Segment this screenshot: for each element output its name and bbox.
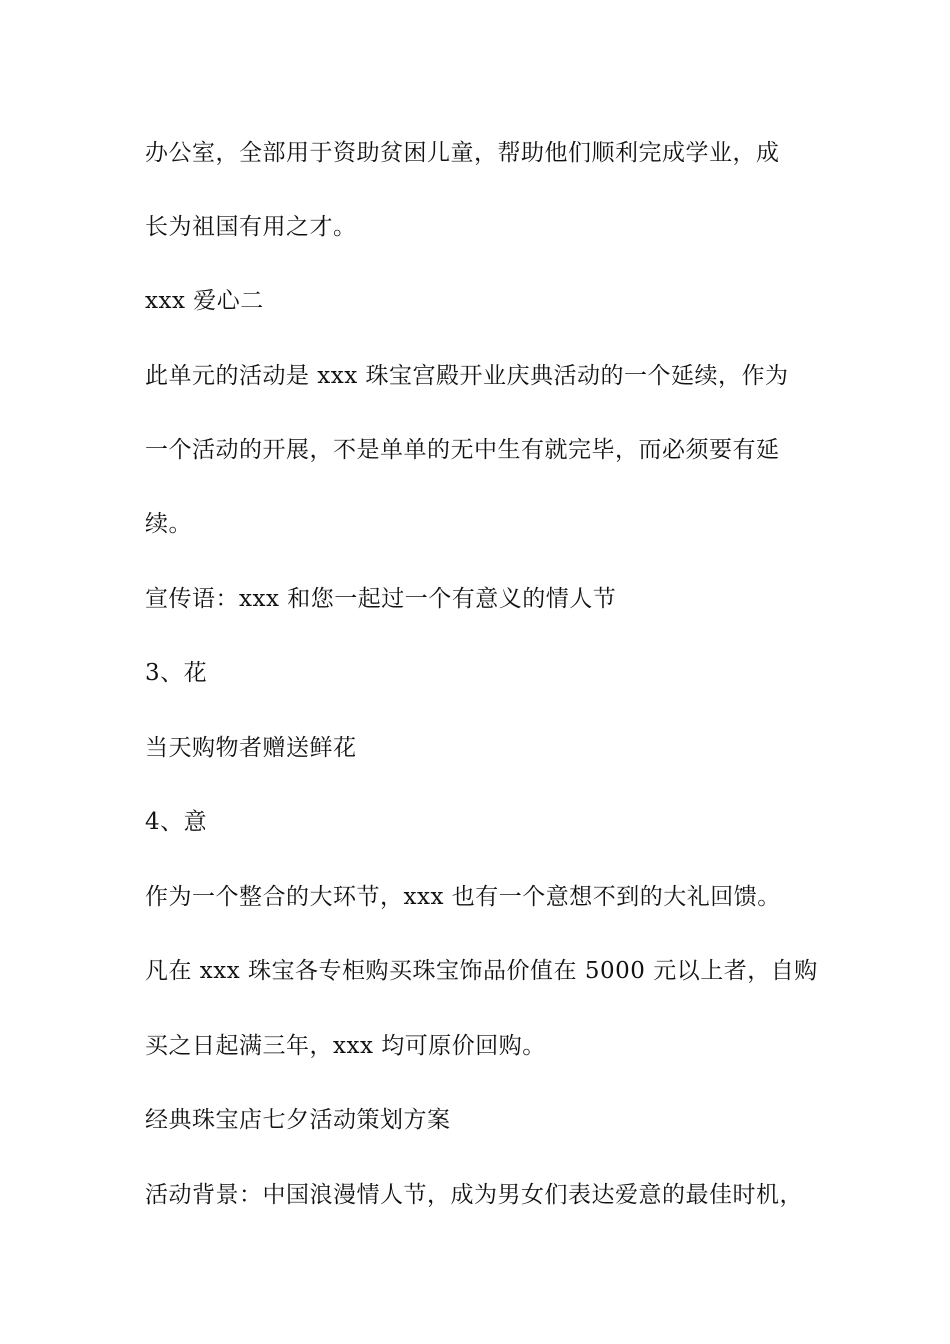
section-heading: 3、花 [145, 660, 208, 686]
paragraph-line: 一个活动的开展，不是单单的无中生有就完毕，而必须要有延 [145, 437, 780, 463]
document-title: 经典珠宝店七夕活动策划方案 [145, 1107, 451, 1133]
paragraph-line: 办公室，全部用于资助贫困儿童，帮助他们顺利完成学业，成 [145, 140, 780, 166]
paragraph-line: 续。 [145, 511, 192, 537]
paragraph-line: 作为一个整合的大环节，xxx 也有一个意想不到的大礼回馈。 [145, 884, 781, 910]
paragraph-line: 买之日起满三年，xxx 均可原价回购。 [145, 1033, 546, 1059]
paragraph-line: 凡在 xxx 珠宝各专柜购买珠宝饰品价值在 5000 元以上者，自购 [145, 958, 818, 984]
section-heading: xxx 爱心二 [145, 288, 264, 314]
paragraph-line: 当天购物者赠送鲜花 [145, 735, 357, 761]
paragraph-line: 活动背景：中国浪漫情人节，成为男女们表达爱意的最佳时机， [145, 1182, 803, 1208]
paragraph-line: 此单元的活动是 xxx 珠宝宫殿开业庆典活动的一个延续，作为 [145, 363, 789, 389]
paragraph-line: 长为祖国有用之才。 [145, 214, 357, 240]
slogan-line: 宣传语：xxx 和您一起过一个有意义的情人节 [145, 586, 617, 612]
section-heading: 4、意 [145, 809, 208, 835]
